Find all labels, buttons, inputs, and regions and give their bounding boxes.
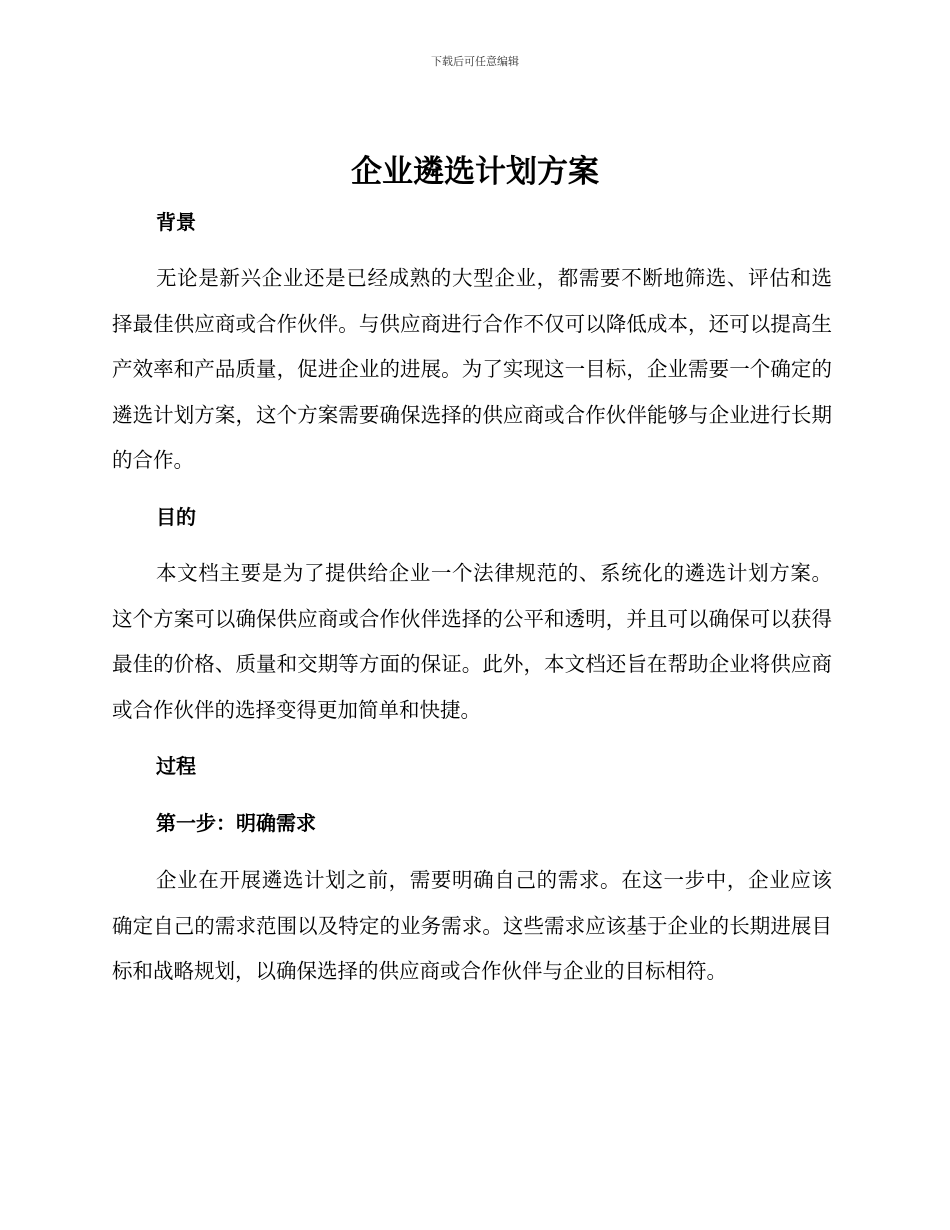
- page-header-note: 下载后可任意编辑: [431, 55, 519, 68]
- section-heading-background: 背景: [156, 210, 196, 234]
- document-title: 企业遴选计划方案: [351, 154, 599, 190]
- subsection-heading-step1: 第一步：明确需求: [156, 811, 316, 835]
- subsection-paragraph-step1: 企业在开展遴选计划之前，需要明确自己的需求。在这一步中，企业应该确定自己的需求范围以及特定的业务需求。这些需求应该基于企业的长期进展目标和战略规划，以确保选择的供应商或合作伙伴与企业的目标相符。: [112, 868, 832, 983]
- section-heading-purpose: 目的: [156, 505, 196, 529]
- section-paragraph-background: 无论是新兴企业还是已经成熟的大型企业，都需要不断地筛选、评估和选择最佳供应商或合作伙伴。与供应商进行合作不仅可以降低成本，还可以提高生产效率和产品质量，促进企业的进展。为了实现这一目标，企业需要一个确定的遴选计划方案，这个方案需要确保选择的供应商或合作伙伴能够与企业进行长期的合作。: [112, 266, 832, 472]
- section-paragraph-purpose: 本文档主要是为了提供给企业一个法律规范的、系统化的遴选计划方案。这个方案可以确保供应商或合作伙伴选择的公平和透明，并且可以确保可以获得最佳的价格、质量和交期等方面的保证。此外，本文档还旨在帮助企业将供应商或合作伙伴的选择变得更加简单和快捷。: [112, 561, 832, 722]
- section-heading-process: 过程: [156, 754, 196, 778]
